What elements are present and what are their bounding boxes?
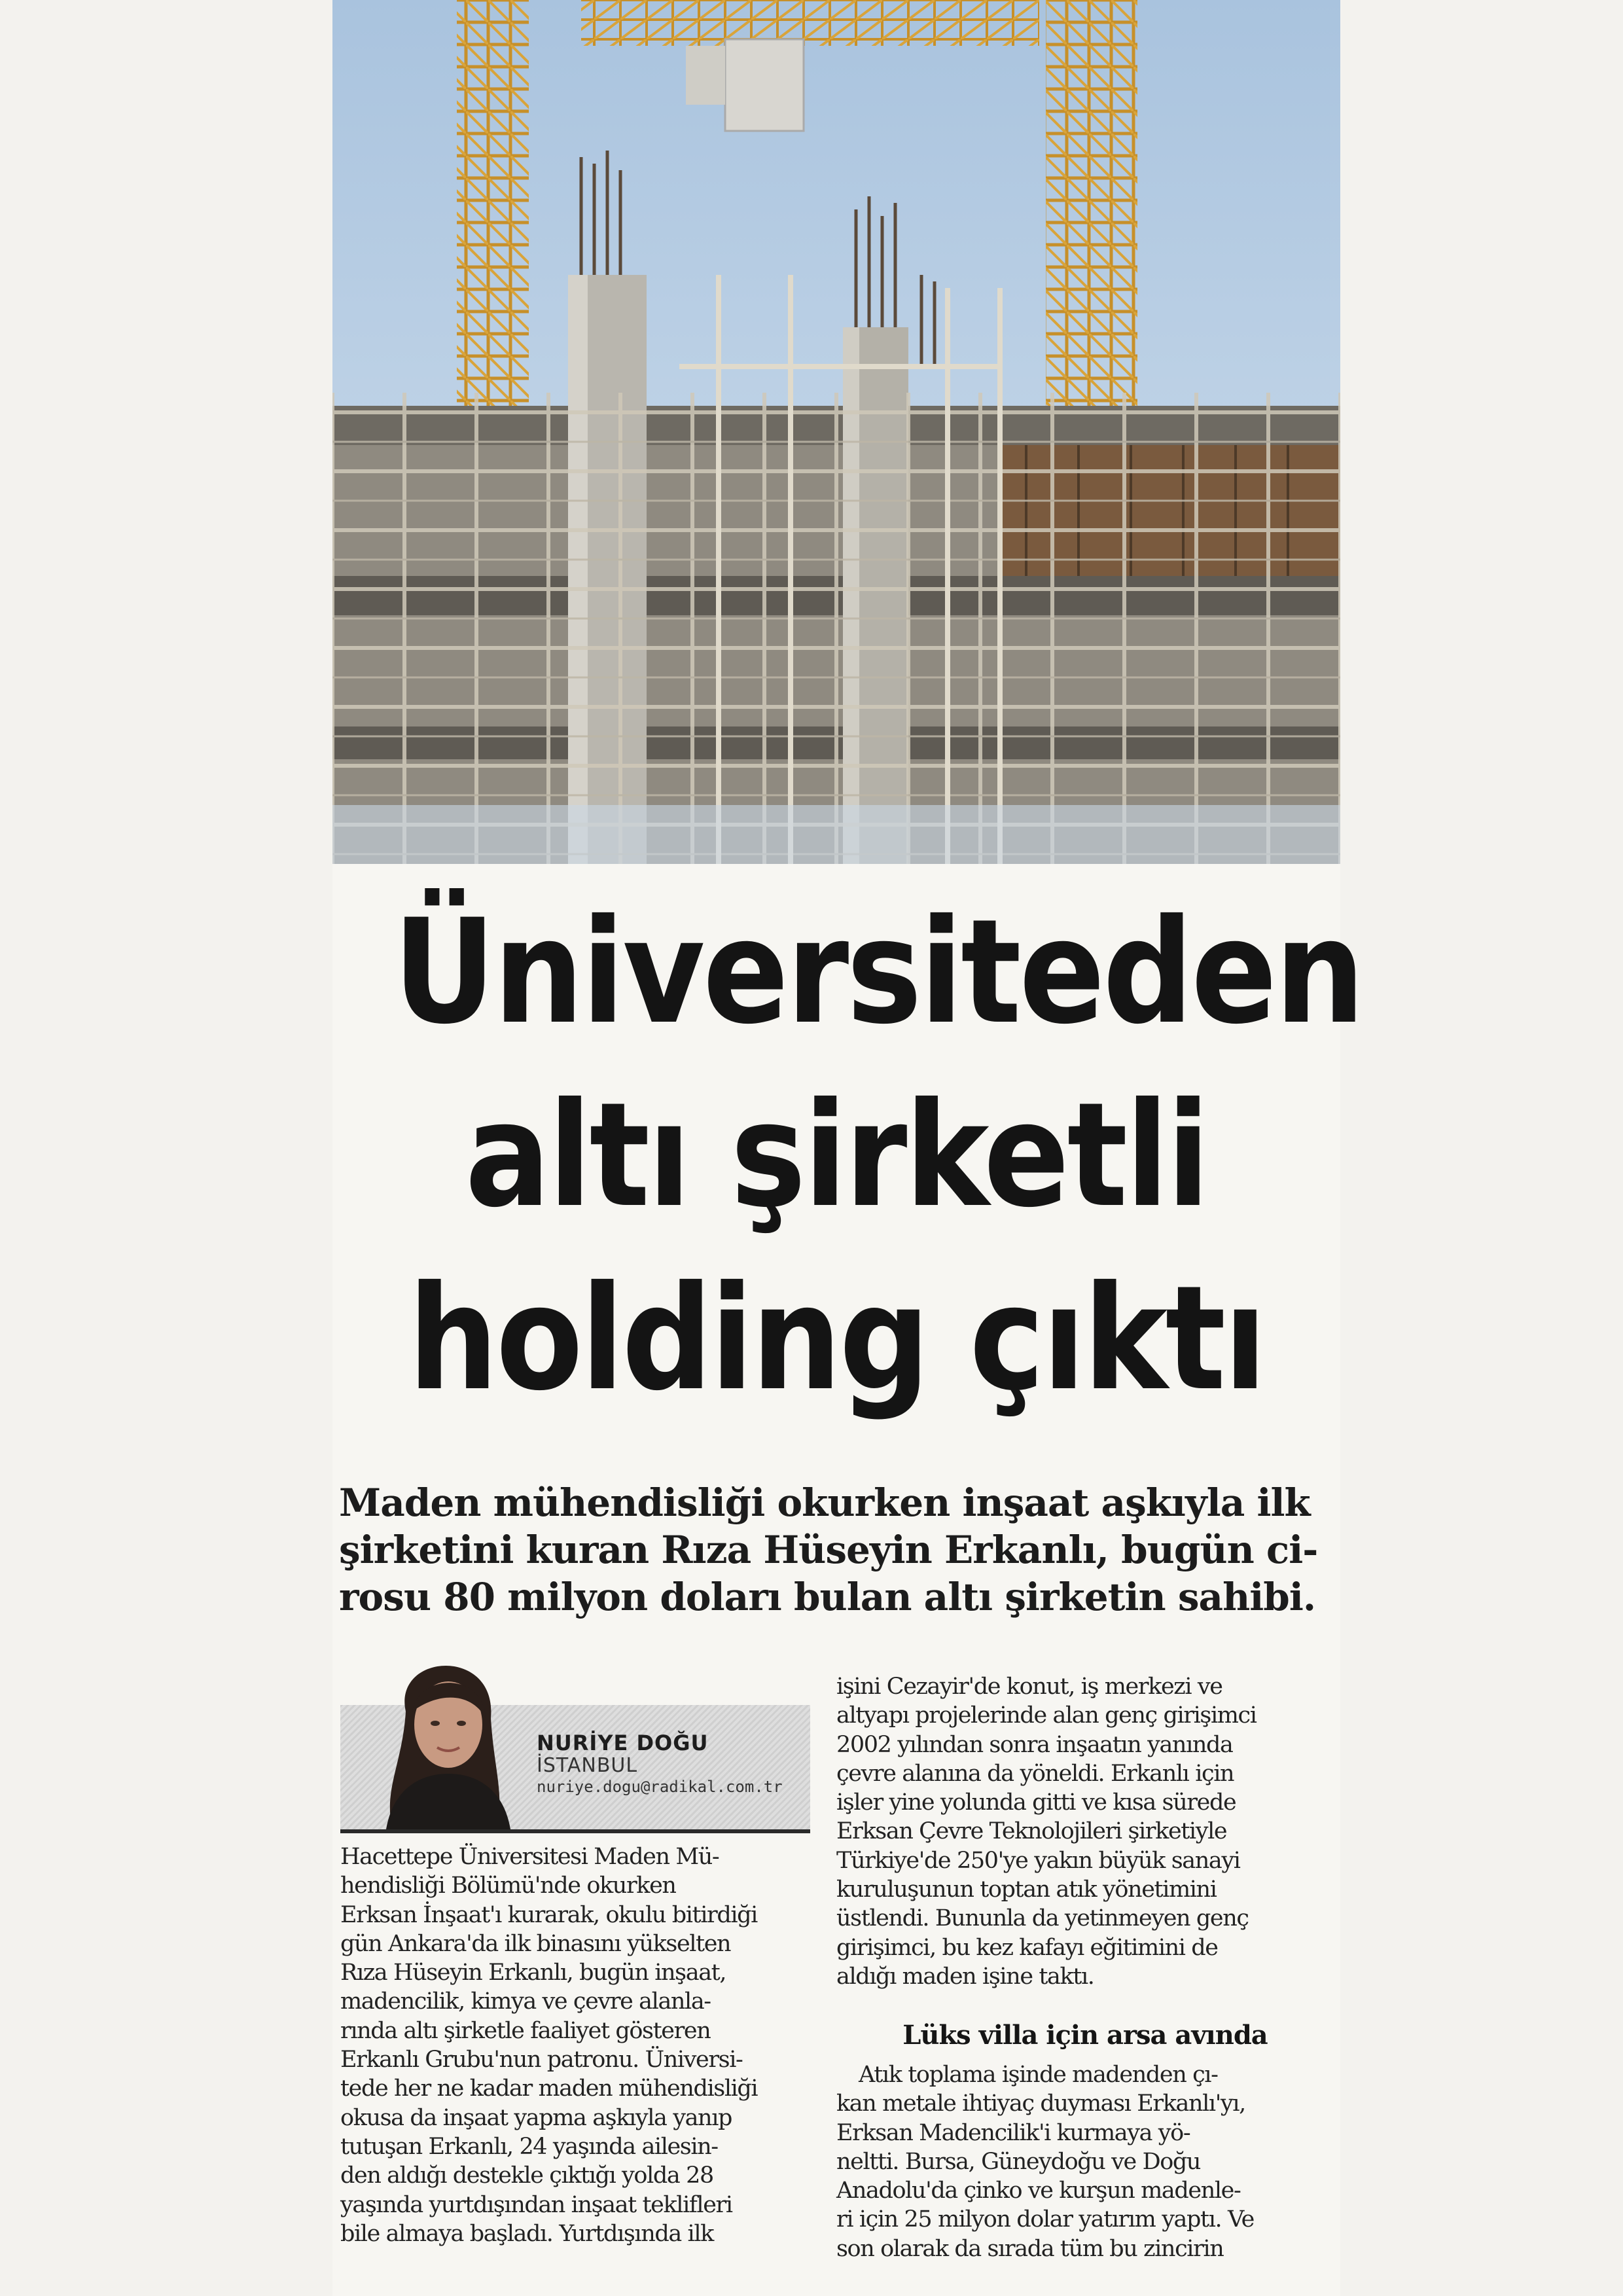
body-line: Anadolu'da çinko ve kurşun madenle- xyxy=(836,2178,1241,2204)
body-line: altyapı projelerinde alan genç girişimci xyxy=(836,1702,1257,1729)
body-line: çevre alanına da yöneldi. Erkanlı için xyxy=(836,1760,1234,1787)
body-line: kuruluşunun toptan atık yönetimini xyxy=(836,1876,1217,1903)
body-line: Erksan Madencilik'i kurmaya yö- xyxy=(836,2119,1190,2146)
body-line: bile almaya başladı. Yurtdışında ilk xyxy=(340,2220,713,2247)
author-name: NURİYE DOĞU xyxy=(537,1731,709,1755)
body-line: okusa da inşaat yapma aşkıyla yanıp xyxy=(340,2104,732,2131)
body-line: tede her ne kadar maden mühendisliği xyxy=(340,2075,758,2102)
body-line: rında altı şirketle faaliyet gösteren xyxy=(340,2017,711,2044)
body-column-right-upper xyxy=(836,1672,1334,1991)
author-city: İSTANBUL xyxy=(537,1754,638,1777)
body-line: Hacettepe Üniversitesi Maden Mü- xyxy=(340,1844,719,1870)
body-line: hendisliği Bölümü'nde okurken xyxy=(340,1873,676,1899)
body-line: girişimci, bu kez kafayı eğitimini de xyxy=(836,1934,1218,1961)
body-line: Rıza Hüseyin Erkanlı, bugün inşaat, xyxy=(340,1960,726,1986)
subhead: Lüks villa için arsa avında xyxy=(902,2020,1268,2051)
construction-photo-illustration xyxy=(332,0,1340,864)
body-line: Atık toplama işinde madenden çı- xyxy=(859,2062,1218,2088)
construction-photo xyxy=(332,0,1340,864)
deck-line: Maden mühendisliği okurken inşaat aşkıyla ilk xyxy=(339,1480,1310,1525)
headline-line-1: Üniversiteden xyxy=(393,888,1363,1056)
newspaper-clipping xyxy=(332,0,1363,2296)
body-line: yaşında yurtdışından inşaat teklifleri xyxy=(340,2191,732,2218)
body-line: madencilik, kimya ve çevre alanla- xyxy=(340,1988,711,2015)
deck-line: şirketini kuran Rıza Hüseyin Erkanlı, bugün ci- xyxy=(339,1528,1318,1572)
author-email: nuriye.dogu@radikal.com.tr xyxy=(537,1778,783,1796)
body-line: kan metale ihtiyaç duyması Erkanlı'yı, xyxy=(836,2090,1245,2117)
body-line: Erksan İnşaat'ı kurarak, okulu bitirdiği xyxy=(340,1901,757,1928)
body-line: üstlendi. Bununla da yetinmeyen genç xyxy=(836,1905,1249,1932)
body-line: den aldığı destekle çıktığı yolda 28 xyxy=(340,2162,713,2189)
deck-line: rosu 80 milyon doları bulan altı şirketin sahibi. xyxy=(339,1575,1316,1619)
deck xyxy=(339,1479,1327,1621)
body-line: 2002 yılından sonra inşaatın yanında xyxy=(836,1731,1233,1758)
body-line: tutuşan Erkanlı, 24 yaşında ailesin- xyxy=(340,2133,718,2160)
body-column-right-lower xyxy=(836,2060,1334,2263)
byline xyxy=(340,1640,810,1833)
body-line: son olarak da sırada tüm bu zincirin xyxy=(836,2235,1224,2262)
headline-line-3: holding çıktı xyxy=(408,1255,1265,1422)
body-line: neltti. Bursa, Güneydoğu ve Doğu xyxy=(836,2148,1201,2175)
body-line: Erksan Çevre Teknolojileri şirketiyle xyxy=(836,1818,1227,1845)
body-line: işler yine yolunda gitti ve kısa sürede xyxy=(836,1789,1236,1816)
headline-line-2: altı şirketli xyxy=(465,1071,1208,1239)
headline xyxy=(393,880,1363,1430)
body-column-left xyxy=(340,1842,812,2248)
body-line: gün Ankara'da ilk binasını yükselten xyxy=(340,1930,731,1957)
body-line: Erkanlı Grubu'nun patronu. Üniversi- xyxy=(340,2047,743,2073)
body-line: Türkiye'de 250'ye yakın büyük sanayi xyxy=(836,1847,1240,1874)
author-photo xyxy=(366,1640,524,1829)
body-line: işini Cezayir'de konut, iş merkezi ve xyxy=(836,1674,1222,1700)
byline-text xyxy=(537,1731,783,1797)
body-line: ri için 25 milyon dolar yatırım yaptı. Ve xyxy=(836,2206,1254,2233)
body-line: aldığı maden işine taktı. xyxy=(836,1963,1094,1990)
